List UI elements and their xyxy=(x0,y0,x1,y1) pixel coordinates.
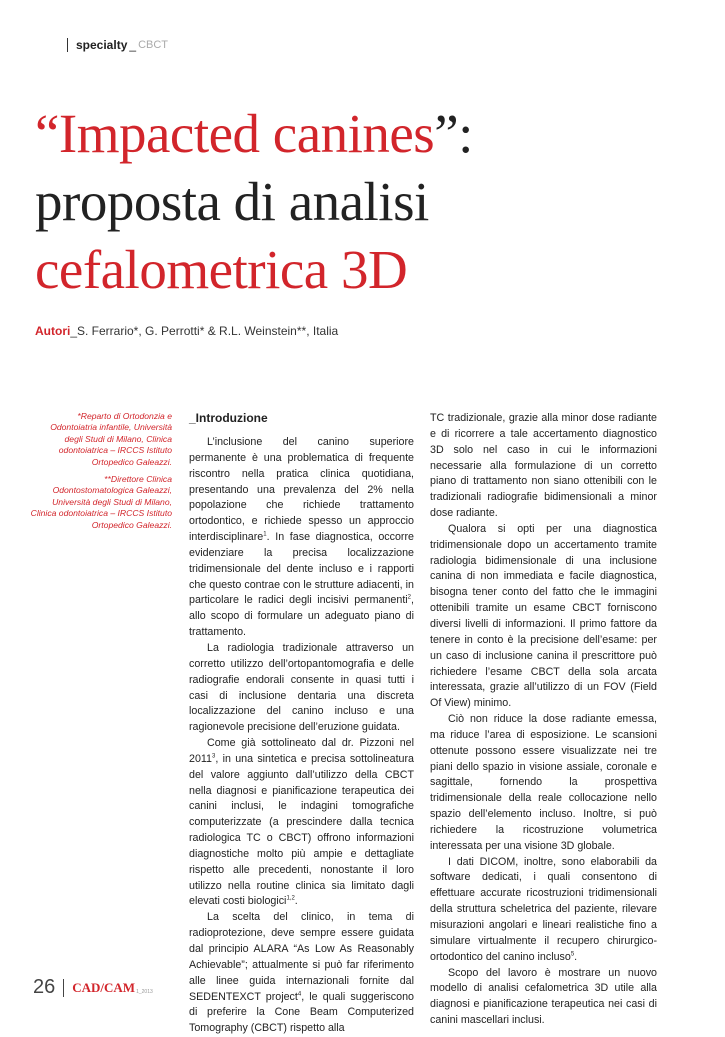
title-line-3: cefalometrica 3D xyxy=(35,239,408,300)
paragraph: Qualora si opti per una diagnostica tridimensionale dopo un accertamento tramite radiologia bidimensionale di una inclusione canina di non immediata e facile diagnostica, bisogna tener conto del fatto che le immagini ottenibili tramite un esame CBCT forniscono diversi livelli di informazioni. Il primo fattore da tenere in conto è la precisione dell’esame: per un caso di inclusione canina il prescrittore può richiedere l’esame CBCT della sola arcata interessata, grazie all’utilizzo di un FOV (Field Of View) minimo. xyxy=(430,522,657,710)
paragraph: Scopo del lavoro è mostrare un nuovo modello di analisi cefalometrica 3D utile alla diagnosi e pianificazione terapeutica nei casi di canini mascellari inclusi. xyxy=(430,966,657,1027)
article-title xyxy=(35,100,695,304)
paragraph: Ciò non riduce la dose radiante emessa, ma riduce l’area di esposizione. Le scansioni ottenute possono essere visualizzate nei tre piani dello spazio in visione assiale, coronale e sagittale, fornendo la prospettiva tridimensionale della reale collocazione nello spazio dell’elemento incluso. Inoltre, si può richiedere la ricostruzione volumetrica interessata per una visione 3D globale. xyxy=(430,713,657,852)
title-close-quote: ”: xyxy=(434,103,473,164)
paragraph: I dati DICOM, inoltre, sono elaborabili da software dedicati, i quali consentono di effettuare accurate ricostruzioni tridimensionali della struttura scheletrica del paziente, rilevare misurazioni angolari e lineari realistiche fino a simulare virtualmente il recupero chirurgico-ortodontico del canino incluso$^5$. xyxy=(430,855,657,963)
title-line-1 xyxy=(35,100,695,168)
title-red-phrase: Impacted canines xyxy=(58,103,435,164)
issue-number: 1_2013 xyxy=(136,988,153,995)
title-open-quote: “ xyxy=(35,103,59,164)
page-number: 26 xyxy=(33,976,56,998)
magazine-logo: CAD/CAM xyxy=(72,979,136,995)
authors-label: Autori xyxy=(35,324,71,338)
body-column-2 xyxy=(430,411,657,1029)
title-line-2: proposta di analisi xyxy=(35,171,429,232)
paragraph: La radiologia tradizionale attraverso un corretto utilizzo dell’ortopantomografia e delle radiografie endorali consente in quasi tutti i casi di inclusione dentaria una discreta localizzazione del canino incluso e una ragionevole precisione dell’eruzione guidata. xyxy=(189,641,414,734)
footer-rule xyxy=(63,979,64,997)
page-footer xyxy=(33,976,153,999)
header-section: CBCT xyxy=(138,39,169,51)
paragraph: La scelta del clinico, in tema di radioprotezione, deve sempre essere guidata dal principio ALARA “As Low As Reasonably Achievable”; attualmente si può far riferimento alle linee guida internazionali fornite dal SEDENTEXCT project$^4$, le quali suggeriscono di preferire la Cone Beam Computerized Tomography (CBCT) rispetto alla xyxy=(189,911,414,1035)
section-heading: _Introduzione xyxy=(189,411,268,425)
affiliation-1: *Reparto di Ortodonzia e Odontoiatria infantile, Università degli Studi di Milano, Clinica odontoiatrica – IRCCS Istituto Ortopedico Galeazzi. xyxy=(50,411,172,467)
header-rule xyxy=(67,38,68,52)
affiliations xyxy=(30,411,172,537)
header-separator: _ xyxy=(129,38,137,52)
affiliation-2: **Direttore Clinica Odontostomatologica Galeazzi, Università degli Studi di Milano, Clinica odontoiatrica – IRCCS Istituto Ortopedico Galeazzi. xyxy=(30,474,172,530)
paragraph: Come già sottolineato dal dr. Pizzoni nel 2011$^3$, in una sintetica e precisa sottolineatura del valore aggiunto dall’utilizzo della CBCT nella diagnosi e pianificazione terapeutica dei canini inclusi, le indagini tomografiche computerizzate (a prescindere dalla tecnica radiologica TC o CBCT) offrono informazioni diagnostiche molto più ampie e dettagliate rispetto alle precedenti, nonostante il loro utilizzo nella routine clinica sia limitato dagli elevati costi biologici$^{1,2}$. xyxy=(189,737,414,908)
paragraph: L’inclusione del canino superiore permanente è una problematica di frequente riscontro nella pratica clinica quotidiana, presentando una prevalenza del 2% nella popolazione che richiede trattamento ortodontico, e richiede spesso un approccio interdisciplinare$^1$. In fase diagnostica, occorre evidenziare la precisa localizzazione tridimensionale del dente incluso e i rapporti che questo contrae con le strutture adiacenti, in particolare le radici degli incisivi permanenti$^2$, allo scopo di formulare un adeguato piano di trattamento. xyxy=(189,436,414,639)
authors-names: _S. Ferrario*, G. Perrotti* & R.L. Weinstein**, Italia xyxy=(70,324,339,338)
header-specialty: specialty xyxy=(76,38,128,52)
running-header xyxy=(67,38,168,52)
body-column-1 xyxy=(189,411,414,1037)
authors-line xyxy=(35,324,338,338)
paragraph: TC tradizionale, grazie alla minor dose radiante e di ricorrere a tale accertamento diagnostico 3D solo nel caso in cui le informazioni necessarie alla formulazione di un corretto piano di trattamento non siano ottenibili con le tradizionali radiografie bidimensionali a minor dose radiante. xyxy=(430,412,657,520)
